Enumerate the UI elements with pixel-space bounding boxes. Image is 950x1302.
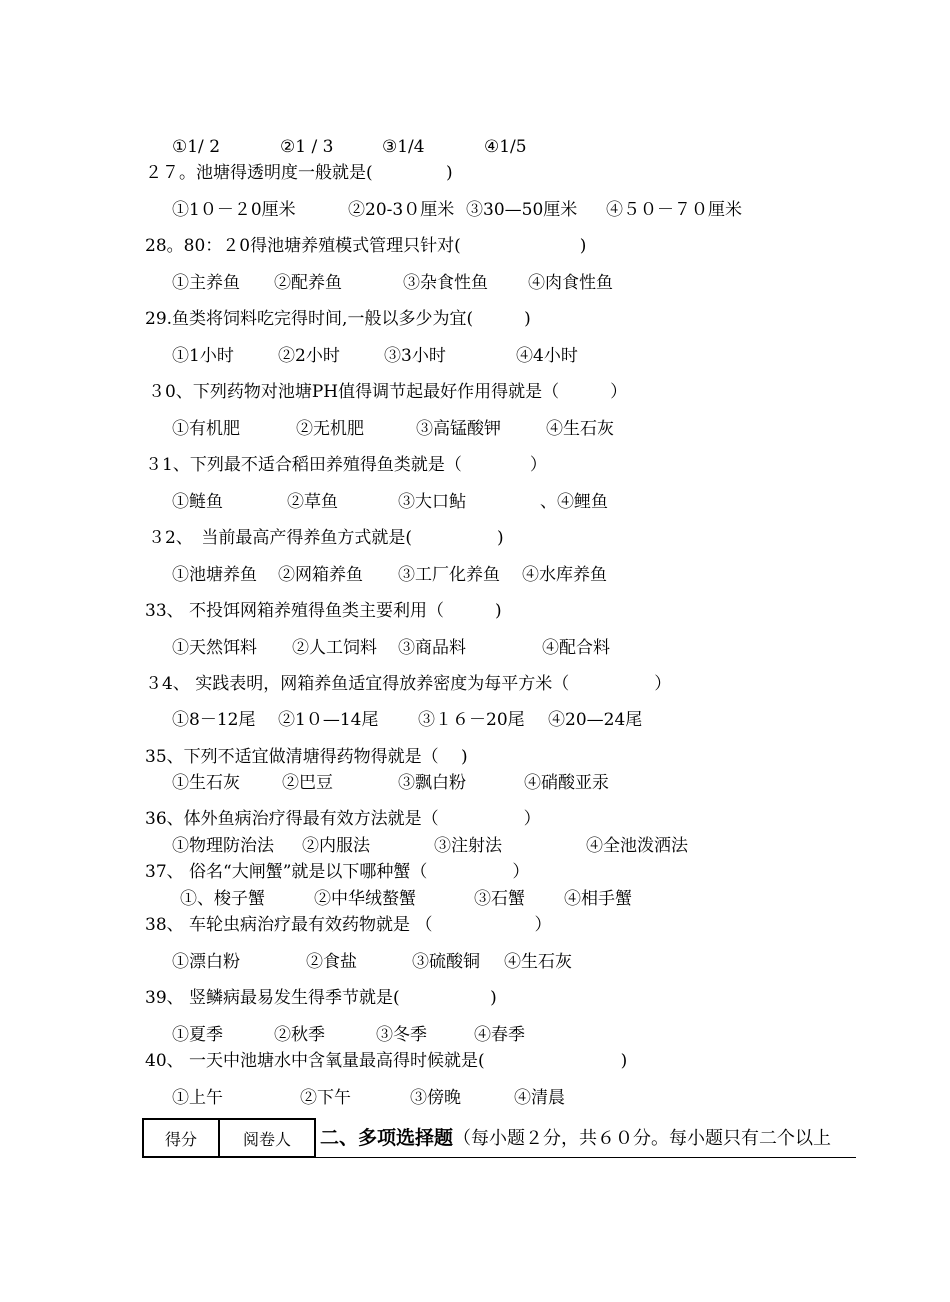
- question-28-option-4: ④肉食性鱼: [528, 273, 613, 293]
- question-37-stem: 37、 俗名“大闸蟹”就是以下哪种蟹（ ）: [145, 862, 530, 882]
- question-30-option-3: ③高锰酸钾: [416, 419, 501, 439]
- question-35-stem: 35、下列不适宜做清塘得药物得就是（ ): [145, 747, 468, 767]
- question-36-option-1: ①物理防治法: [172, 836, 274, 856]
- question-37-option-4: ④相手蟹: [564, 889, 632, 909]
- question-40-option-2: ②下午: [300, 1088, 351, 1108]
- question-39-option-3: ③冬季: [376, 1025, 427, 1045]
- question-31-option-4: 、④鲤鱼: [540, 492, 608, 512]
- question-34-option-4: ④20—24尾: [548, 710, 643, 730]
- question-34-option-2: ②1０—14尾: [278, 710, 379, 730]
- question-27-option-1: ①1０－２0厘米: [172, 200, 296, 220]
- question-38-option-3: ③硫酸铜: [412, 952, 480, 972]
- question-35-option-4: ④硝酸亚汞: [524, 773, 609, 793]
- question-40-option-3: ③傍晚: [410, 1088, 461, 1108]
- question-31-option-1: ①鲢鱼: [172, 492, 223, 512]
- q26-option-1: ①1/ 2: [172, 137, 221, 157]
- question-36-option-3: ③注射法: [434, 836, 502, 856]
- question-33-option-4: ④配合料: [542, 638, 610, 658]
- question-28-option-1: ①主养鱼: [172, 273, 240, 293]
- question-37-option-3: ③石蟹: [474, 889, 525, 909]
- score-box: [142, 1118, 316, 1158]
- q26-option-3: ③1/4: [382, 137, 425, 157]
- question-40-option-4: ④清晨: [514, 1088, 565, 1108]
- question-34-stem: ３4、 实践表明，网箱养鱼适宜得放养密度为每平方米（ ）: [145, 674, 672, 694]
- question-32-option-1: ①池塘养鱼: [172, 565, 257, 585]
- question-31-option-3: ③大口鲇: [398, 492, 466, 512]
- question-30-option-1: ①有机肥: [172, 419, 240, 439]
- question-37-option-1: ①、梭子蟹: [180, 889, 265, 909]
- question-31-stem: ３1、下列最不适合稻田养殖得鱼类就是（ ）: [145, 455, 547, 475]
- question-29-stem: 29.鱼类将饲料吃完得时间,一般以多少为宜( ): [145, 309, 531, 329]
- question-29-option-1: ①1小时: [172, 346, 234, 366]
- question-33-option-2: ②人工饲料: [292, 638, 377, 658]
- question-34-option-3: ③１６－20尾: [418, 710, 525, 730]
- question-29-option-2: ②2小时: [278, 346, 340, 366]
- question-39-option-2: ②秋季: [274, 1025, 325, 1045]
- section-2-title: 二、多项选择题: [320, 1127, 454, 1149]
- question-37-option-2: ②中华绒螯蟹: [314, 889, 416, 909]
- question-35-option-1: ①生石灰: [172, 773, 240, 793]
- question-38-option-2: ②食盐: [306, 952, 357, 972]
- question-39-stem: 39、 竖鳞病最易发生得季节就是( ): [145, 988, 497, 1008]
- question-32-option-2: ②网箱养鱼: [278, 565, 363, 585]
- section-2-note: （每小题２分，共６０分。每小题只有二个以上: [453, 1128, 832, 1149]
- question-33-stem: 33、 不投饵网箱养殖得鱼类主要利用（ ): [145, 601, 502, 621]
- question-32-option-3: ③工厂化养鱼: [398, 565, 500, 585]
- question-32-option-4: ④水库养鱼: [522, 565, 607, 585]
- question-35-option-2: ②巴豆: [282, 773, 333, 793]
- question-38-stem: 38、 车轮虫病治疗最有效药物就是 （ ）: [145, 915, 552, 935]
- question-36-stem: 36、体外鱼病治疗得最有效方法就是（ ）: [145, 809, 541, 829]
- question-27-option-2: ②20-3０厘米: [348, 200, 455, 220]
- section-2-heading: [320, 1126, 831, 1151]
- question-40-stem: 40、 一天中池塘水中含氧量最高得时候就是( ): [145, 1051, 628, 1071]
- question-40-option-1: ①上午: [172, 1088, 223, 1108]
- question-38-option-1: ①漂白粉: [172, 952, 240, 972]
- question-33-option-3: ③商品料: [398, 638, 466, 658]
- question-30-option-4: ④生石灰: [546, 419, 614, 439]
- question-39-option-4: ④春季: [474, 1025, 525, 1045]
- question-28-option-3: ③杂食性鱼: [403, 273, 488, 293]
- question-29-option-4: ④4小时: [516, 346, 578, 366]
- question-29-option-3: ③3小时: [384, 346, 446, 366]
- question-30-option-2: ②无机肥: [296, 419, 364, 439]
- q26-option-4: ④1/5: [484, 137, 527, 157]
- question-32-stem: ３2、 当前最高产得养鱼方式就是( ): [148, 528, 504, 548]
- reviewer-label: 阅卷人: [242, 1129, 291, 1149]
- question-34-option-1: ①8－12尾: [172, 710, 256, 730]
- section-divider: [316, 1157, 856, 1158]
- question-27-stem: ２７。池塘得透明度一般就是( ): [145, 163, 453, 183]
- question-27-option-4: ④５０－７０厘米: [606, 200, 742, 220]
- question-30-stem: ３0、下列药物对池塘PH值得调节起最好作用得就是（ ）: [148, 382, 628, 402]
- question-36-option-2: ②内服法: [302, 836, 370, 856]
- question-28-stem: 28。80：２0得池塘养殖模式管理只针对( ): [145, 236, 587, 256]
- q26-option-2: ②1 / 3: [280, 137, 334, 157]
- question-28-option-2: ②配养鱼: [274, 273, 342, 293]
- question-33-option-1: ①天然饵料: [172, 638, 257, 658]
- question-27-option-3: ③30—50厘米: [466, 200, 578, 220]
- question-35-option-3: ③飘白粉: [398, 773, 466, 793]
- question-31-option-2: ②草鱼: [287, 492, 338, 512]
- score-label: 得分: [144, 1120, 220, 1156]
- question-38-option-4: ④生石灰: [504, 952, 572, 972]
- question-36-option-4: ④全池泼洒法: [586, 836, 688, 856]
- question-39-option-1: ①夏季: [172, 1025, 223, 1045]
